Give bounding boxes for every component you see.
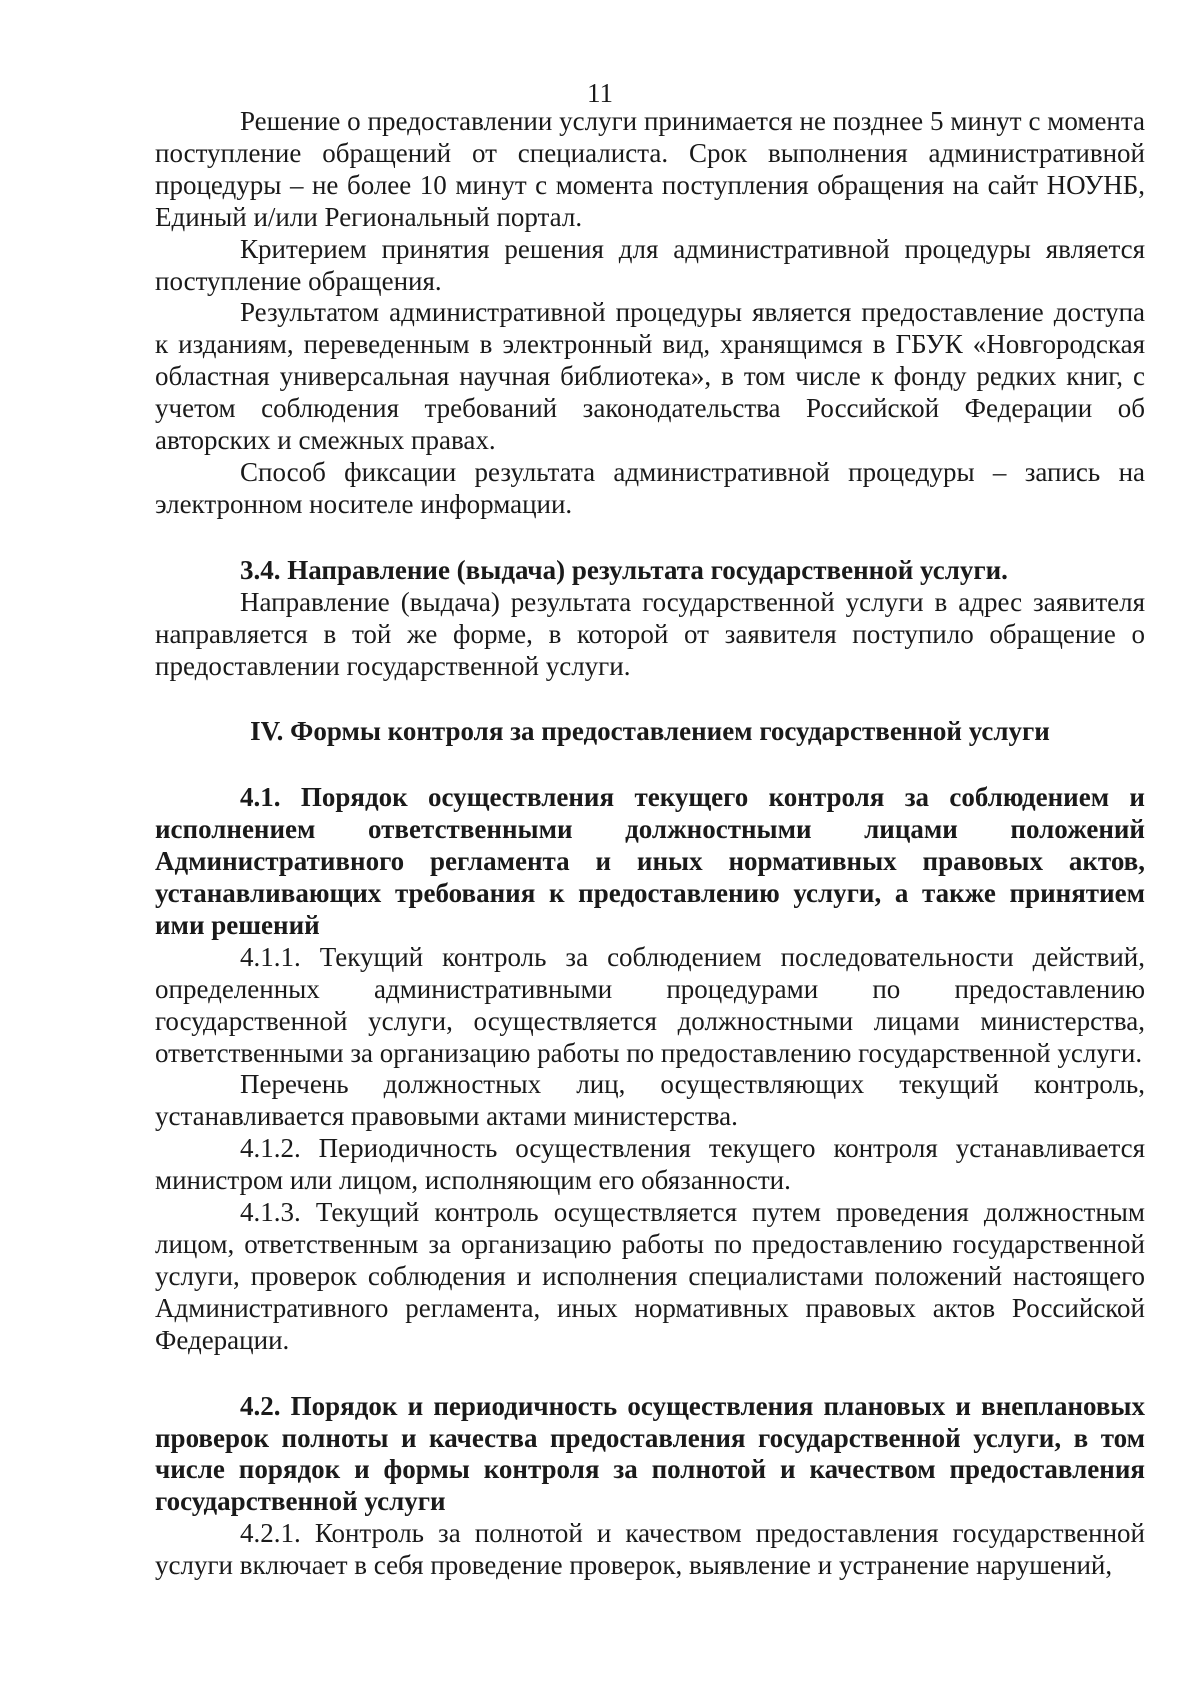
paragraph-result-delivery: Направление (выдача) результата государственной услуги в адрес заявителя направляется в той же форме, в которой от заявителя поступило обращение о предоставлении государственной услуги. <box>155 586 1145 681</box>
paragraph-procedure-result: Результатом административной процедуры является предоставление доступа к изданиям, переведенным в электронный вид, хранящимся в ГБУК «Новгородская областная универсальная научная библиотека», в том числе к фонду редких книг, с учетом соблюдения требований законодательства Российской Федерации об авторских и смежных правах. <box>155 297 1145 456</box>
page-number: 11 <box>587 78 613 108</box>
heading-4-1: 4.1. Порядок осуществления текущего контроля за соблюдением и исполнением ответственными должностными лицами положений Административного регламента и иных нормативных правовых актов, устанавливающих требования к предоставлению услуги, а также принятием ими решений <box>155 782 1145 940</box>
document-body <box>155 106 1145 1582</box>
heading-4-2: 4.2. Порядок и периодичность осуществления плановых и внеплановых проверок полноты и качества предоставления государственной услуги, в том числе порядок и формы контроля за полнотой и качеством предоставления государственной услуги <box>155 1390 1145 1517</box>
paragraph-result-recording: Способ фиксации результата административной процедуры – запись на электронном носителе информации. <box>155 456 1145 519</box>
paragraph-officials-list: Перечень должностных лиц, осуществляющих текущий контроль, устанавливается правовыми актами министерства. <box>155 1069 1145 1132</box>
paragraph-4-1-2: 4.1.2. Периодичность осуществления текущего контроля устанавливается министром или лицом, исполняющим его обязанности. <box>155 1133 1145 1196</box>
paragraph-4-1-3: 4.1.3. Текущий контроль осуществляется путем проведения должностным лицом, ответственным за организацию работы по предоставлению государственной услуги, проверок соблюдения и исполнения специалистами положений настоящего Административного регламента, иных нормативных правовых актов Российской Федерации. <box>155 1197 1145 1355</box>
heading-3-4: 3.4. Направление (выдача) результата государственной услуги. <box>240 554 1008 585</box>
paragraph-decision-criterion: Критерием принятия решения для административной процедуры является поступление обращения. <box>155 233 1145 296</box>
paragraph-4-2-1: 4.2.1. Контроль за полнотой и качеством предоставления государственной услуги включает в себя проведение проверок, выявление и устранение нарушений, <box>155 1518 1145 1581</box>
heading-chapter-iv: IV. Формы контроля за предоставлением государственной услуги <box>250 716 1050 747</box>
paragraph-4-1-1: 4.1.1. Текущий контроль за соблюдением последовательности действий, определенных административными процедурами по предоставлению государственной услуги, осуществляется должностными лицами министерства, ответственными за организацию работы по предоставлению государственной услуги. <box>155 941 1145 1068</box>
paragraph-decision-time: Решение о предоставлении услуги принимается не позднее 5 минут с момента поступление обращений от специалиста. Срок выполнения административной процедуры – не более 10 минут с момента поступления обращения на сайт НОУНБ, Единый и/или Региональный портал. <box>155 106 1145 232</box>
